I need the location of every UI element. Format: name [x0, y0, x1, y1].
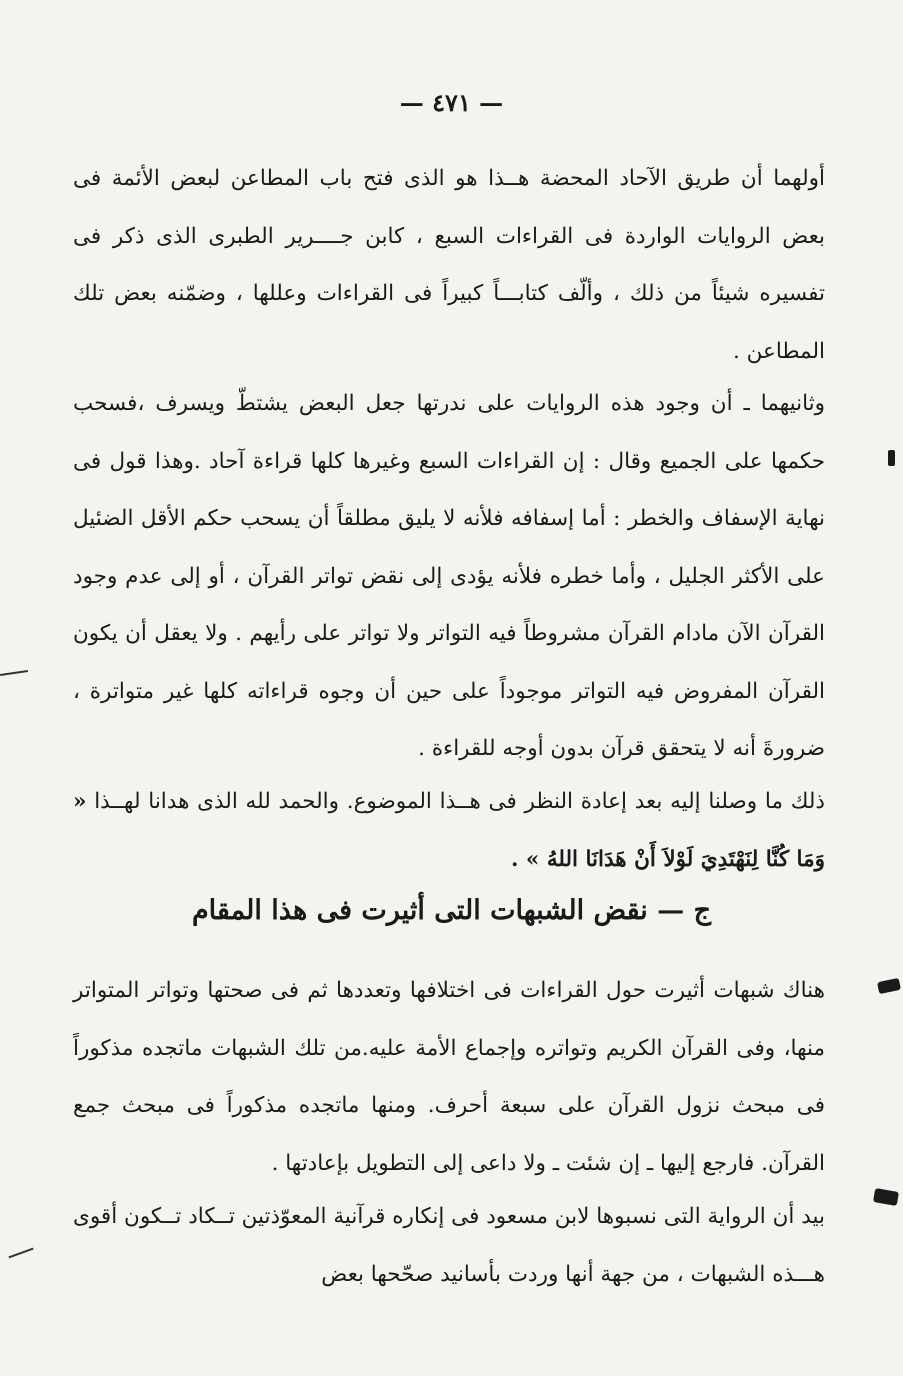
paragraph-text: بيد أن الرواية التى نسبوها لابن مسعود فى إنكاره قرآنية المعوّذتين تــكاد تــكون أقوى هـــذه الشبهات ، من جهة أنها وردت بأسانيد صحّحها بعض: [73, 1204, 825, 1287]
paragraph-ibn-masud: [73, 1188, 825, 1303]
stray-pen-stroke: [8, 1248, 33, 1259]
margin-ink-mark: [877, 978, 901, 994]
paragraph-text: هناك شبهات أثيرت حول القراءات فى اختلافها وتعددها ثم فى صحتها وتواتر المتواتر منها، وفى القرآن الكريم وتواتره وإجماع الأمة عليه.من تلك الشبهات ماتجده مذكوراً فى مبحث نزول القرآن على سبعة أحرف. ومنها ماتجده مذكوراً فى مبحث جمع القرآن. فارجع إليها ـ إن شئت ـ ولا داعى إلى التطويل بإعادتها .: [73, 978, 825, 1176]
paragraph-text: [73, 773, 825, 888]
paragraph-conclusion: [73, 773, 825, 888]
paragraph-doubts: [73, 962, 825, 1192]
margin-ink-mark: [888, 450, 895, 466]
paragraph-text: أولهما أن طريق الآحاد المحضة هــذا هو الذى فتح باب المطاعن لبعض الأئمة فى بعض الروايات الواردة فى القراءات السبع ، كابن جــــرير الطبرى الذى ذكر فى تفسيره شيئاً من ذلك ، وألّف كتابـــاً كبيراً فى القراءات وعللها ، وضمّنه بعض تلك المطاعن .: [73, 166, 825, 364]
paragraph-first-reason: [73, 150, 825, 380]
paragraph-text: وثانيهما ـ أن وجود هذه الروايات على ندرتها جعل البعض يشتطّ ويسرف ،فسحب حكمها على الجميع وقال : إن القراءات السبع وغيرها كلها قراءة آحاد .وهذا قول فى نهاية الإسفاف والخطر : أما إسفافه فلأنه لا يليق مطلقاً أن يسحب حكم الأقل الضئيل على الأكثر الجليل ، وأما خطره فلأنه يؤدى إلى نقض تواتر القرآن ، أو إلى عدم وجود القرآن الآن مادام القرآن مشروطاً فيه التواتر ولا تواتر على رأيهم . ولا يعقل أن يكون القرآن المفروض فيه التواتر موجوداً على حين أن وجوه قراءاته كلها غير متواترة ، ضرورةَ أنه لا يتحقق قرآن بدون أوجه للقراءة .: [73, 391, 826, 761]
conclusion-text: ذلك ما وصلنا إليه بعد إعادة النظر فى هــذا الموضوع. والحمد لله الذى هدانا لهــذا: [94, 789, 825, 814]
page-number: — ٤٧١ —: [399, 88, 504, 117]
margin-ink-mark: [873, 1188, 899, 1206]
stray-pen-stroke: [0, 670, 28, 676]
paragraph-second-reason: [73, 375, 825, 778]
quran-quote: « وَمَا كُنَّا لِنَهْتَدِيَ لَوْلاَ أَنْ هَدَانَا اللهُ » .: [73, 789, 825, 872]
section-heading: ج — نقض الشبهات التى أثيرت فى هذا المقام: [191, 895, 712, 926]
